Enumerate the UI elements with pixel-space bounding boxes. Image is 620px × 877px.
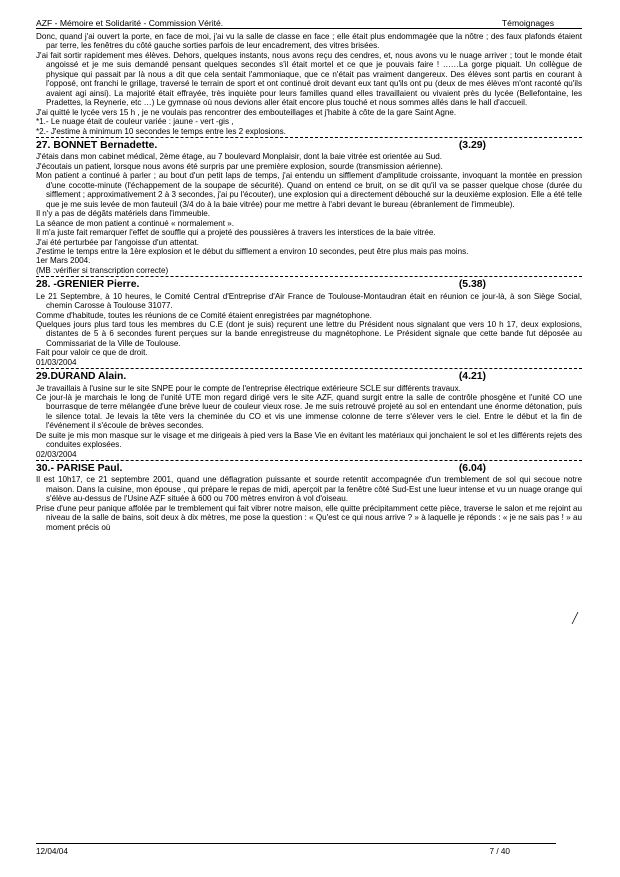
entry-paragraph: Fait pour valoir ce que de droit. <box>36 348 148 358</box>
entry-paragraph: De suite je mis mon masque sur le visage et me dirigeais à pied vers la Base Vie en évitant les matériaux qui jonchaient le sol et les différents rejets des conduites explosées. <box>36 430 582 450</box>
intro-section <box>36 32 582 138</box>
pen-mark-icon <box>570 611 580 625</box>
entry-paragraph: J'estime le temps entre la 1ère explosion et le début du sifflement a environ 10 secondes, peut être plus mais pas moins. <box>36 247 469 257</box>
page-footer <box>36 843 556 857</box>
header-title: AZF - Mémoire et Solidarité - Commission Vérité. <box>36 17 224 28</box>
entry-name: 28. -GRENIER Pierre. <box>36 279 140 291</box>
entry-code: (3.29) <box>458 140 486 152</box>
entry-paragraph: Le 21 Septembre, à 10 heures, le Comité Central d'Entreprise d'Air France de Toulouse-Montaudran était en réunion ce jour-là, à son Siège Social, chemin Carosse à Toulouse 31077. <box>36 291 582 311</box>
entry-paragraph: Il n'y a pas de dégâts matériels dans l'immeuble. <box>36 209 211 219</box>
intro-note: *1.- Le nuage était de couleur variée : jaune - vert -gis , <box>36 117 234 127</box>
testimony-entry <box>36 139 582 277</box>
entry-heading <box>36 139 582 152</box>
entry-name: 29.DURAND Alain. <box>36 371 127 383</box>
entry-paragraph: Mon patient a continué à parler ; au bout d'un petit laps de temps, j'ai entendu un sifflement d'amplitude croissante, invoquant la montée en pression d'une cocotte-minute (l'échappement de la soupape de sécurité). Quand on entend ce bruit, on se dit qu'il va se passer quelque chose (durée du sifflement ; approximativement 2 à 3 secondes, j'ai pu l'écouter), une explosion qui a directement débouché sur la deuxième explosion. Elle a été telle que je me suis levée de mon fauteuil (3/4 do à la baie vitrée) pour me mettre à l'abri devant le bureau (ébranlement de l'immeuble). <box>36 171 582 209</box>
entry-paragraph: Il est 10h17, ce 21 septembre 2001, quand une déflagration puissante et sourde retentit accompagnée d'un tremblement de sol qui secoue notre maison. Dans la cuisine, mon épouse , qui prépare le repas de midi, aperçoit par la fenêtre côté Sud-Est une lueur intense et vu un nuage orange qui s'élève au-dessus de l'Usine AZF située à 600 ou 700 mètres environ à vol d'oiseau. <box>36 475 582 504</box>
entry-code: (4.21) <box>458 371 486 383</box>
footer-date: 12/04/04 <box>36 847 68 856</box>
entry-heading <box>36 462 582 475</box>
testimony-entry <box>36 278 582 369</box>
entry-code: (6.04) <box>458 463 486 475</box>
page-header <box>36 14 582 29</box>
entry-date: 01/03/2004 <box>36 358 582 369</box>
entry-paragraph: J'ai été perturbée par l'angoisse d'un attentat. <box>36 237 200 247</box>
entry-date: 1er Mars 2004. <box>36 256 91 266</box>
page-number: 7 / 40 <box>489 847 510 856</box>
entry-name: 27. BONNET Bernadette. <box>36 140 158 152</box>
entry-paragraph: Je travaillais à l'usine sur le site SNPE pour le compte de l'entreprise électrique extérieure SCLE sur différents travaux. <box>36 383 461 393</box>
entry-heading <box>36 278 582 291</box>
entry-paragraph: Il m'a juste fait remarquer l'effet de souffle qui a projeté des poussières à travers les interstices de la baie vitrée. <box>36 228 436 238</box>
entry-paragraph: La séance de mon patient a continué « normalement ». <box>36 218 234 228</box>
intro-paragraph: J'ai fait sortir rapidement mes élèves. Dehors, quelques instants, nous avons reçu des cendres, et, nous avons vu le nuage arriver ; tout le monde était angoissé et je me suis demandé pensant quelques secondes s'il était mortel et ce que je pouvais faire ! ……La gorge piquait. Un collègue de physique qui passait par là nous a dit que cela sentait l'ammoniaque, que ce n'était pas vraiment dangereux. Des élèves sont partis en courant à l'opposé, ont franchi le grillage, traversé le terrain de sport et ont continué droit devant eux tant qu'ils ont pu (deux de mes élèves m'ont raconté qu'ils avaient agi ainsi). La majorité était effrayée, très inquiète pour leurs familles quand elles travaillaient ou vivaient près du lycée (Bellefontaine, les Pradettes, la Reynerie, etc …) Le gymnase où nous devions aller était encore plus touché et nous sommes allés dans le hall d'accueil. <box>36 50 582 108</box>
entry-paragraph: J'étais dans mon cabinet médical, 2ème étage, au 7 boulevard Monplaisir, dont la baie vitrée est orientée au Sud. <box>36 152 443 162</box>
entry-paragraph: Comme d'habitude, toutes les réunions de ce Comité étaient enregistrées par magnétophone. <box>36 310 372 320</box>
entry-name: 30.- PARISE Paul. <box>36 463 123 475</box>
entry-remark: (MB :vérifier si transcription correcte) <box>36 266 582 277</box>
entry-paragraph: J'écoutais un patient, lorsque nous avons été surpris par une première explosion, sourde (transmission aérienne). <box>36 161 443 171</box>
testimony-entry <box>36 370 582 461</box>
entry-paragraph: Ce jour-là je marchais le long de l'unité UTE mon regard dirigé vers le site AZF, quand surgit entre la salle de contrôle phosgène et l'unité CO une bourrasque de terre mélangée d'une brève lueur de couleur vieux rose. Je me suis retrouvé projeté au sol en entendant une énorme détonation, puis le silence total. Je levais la tête vers la cheminée du CO et vis une immense colonne de terre s'élever vers le ciel. Entre le début et la fin de l'événement il s'écoule de brèves secondes. <box>36 392 582 431</box>
entry-date: 02/03/2004 <box>36 450 582 461</box>
entry-heading <box>36 370 582 383</box>
header-section: Témoignages <box>501 17 554 28</box>
document-page <box>36 14 582 864</box>
testimony-entry <box>36 462 582 532</box>
entry-code: (5.38) <box>458 279 486 291</box>
entry-paragraph: Quelques jours plus tard tous les membres du C.E (dont je suis) reçurent une lettre du Président nous signalant que vers 10 h 17, deux explosions, distantes de 5 à 6 secondes furent perçues sur la bande enregistreuse du magnétophone. Le Président signale que cette bande fut déposée au Commissariat de la Ville de Toulouse. <box>36 320 582 348</box>
intro-note: *2.- J'estime à minimum 10 secondes le temps entre les 2 explosions. <box>36 127 582 138</box>
intro-paragraph: Donc, quand j'ai ouvert la porte, en face de moi, j'ai vu la salle de classe en face ; elle était plus endommagée que la nôtre ; des faux plafonds étaient par terre, les fenêtres du côté gauche sorties parfois de leur encadrement, des vitres brisées. <box>36 32 582 51</box>
entry-paragraph: Prise d'une peur panique affolée par le tremblement qui fait vibrer notre maison, elle quitte précipitamment cette pièce, traverse le salon et me rejoint au niveau de la salle de bains, soit deux à dix mètres, me pose la question : « Qu'est ce qui nous arrive ? » à laquelle je réponds : « je ne sais pas ! » au moment précis où <box>36 503 582 532</box>
intro-paragraph: J'ai quitté le lycée vers 15 h , je ne voulais pas rencontrer des embouteillages et j'habite à côte de la gare Saint Agne. <box>36 107 457 117</box>
